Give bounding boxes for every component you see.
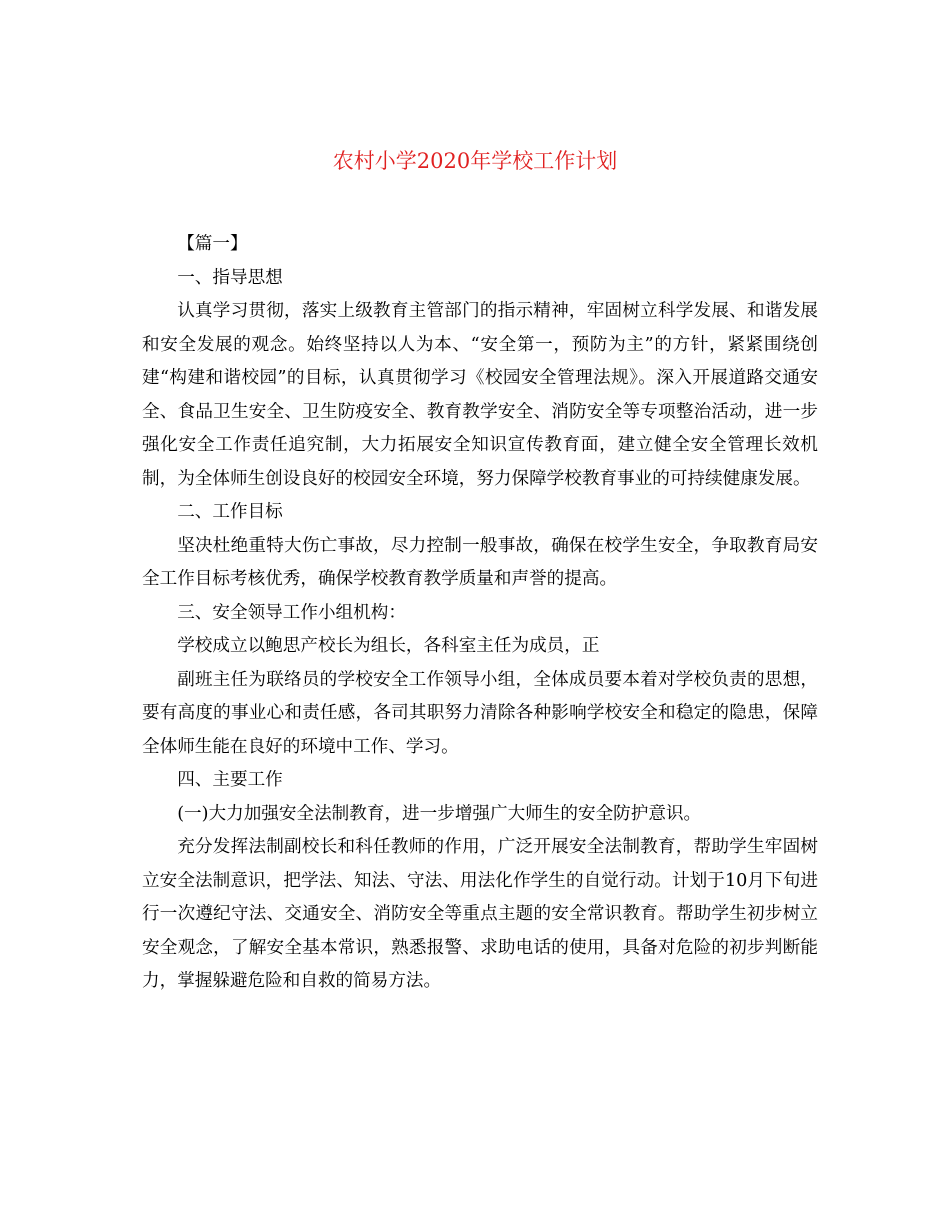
document-body [142,228,818,999]
heading-work-goals: 二、工作目标 [177,502,283,522]
heading-guiding-thought: 一、指导思想 [177,267,283,288]
heading-main-work: 四、主要工作 [177,770,283,790]
paragraph-leadership-group-1: 学校成立以鲍思产校长为组长，各科室主任为成员，正 [177,636,600,656]
paragraph-leadership-group-2: 副班主任为联络员的学校安全工作领导小组，全体成员要本着对学校负责的思想，要有高度的事业心和责任感，各司其职努力清除各种影响学校安全和稳定的隐患，保障全体师生能在良好的环境中工作、学习。 [142,669,818,757]
document-title: 农村小学2020年学校工作计划 [332,149,618,173]
subheading-safety-education: (一)大力加强安全法制教育，进一步增强广大师生的安全防护意识。 [177,803,702,824]
paragraph-safety-education: 充分发挥法制副校长和科任教师的作用，广泛开展安全法制教育，帮助学生牢固树立安全法制意识，把学法、知法、守法、用法化作学生的自觉行动。计划于10月下旬进行一次遵纪守法、交通安全、消防安全等重点主题的安全常识教育。帮助学生初步树立安全观念，了解安全基本常识，熟悉报警、求助电话的使用，具备对危险的初步判断能力，掌握躲避危险和自救的简易方法。 [142,837,818,991]
paragraph-work-goals: 坚决杜绝重特大伤亡事故，尽力控制一般事故，确保在校学生安全，争取教育局安全工作目标考核优秀，确保学校教育教学质量和声誉的提高。 [142,535,818,589]
heading-leadership-group: 三、安全领导工作小组机构： [177,602,406,623]
paragraph-guiding-thought: 认真学习贯彻，落实上级教育主管部门的指示精神，牢固树立科学发展、和谐发展和安全发展的观念。始终坚持以人为本、“安全第一，预防为主”的方针，紧紧围绕创建“构建和谐校园”的目标，认真贯彻学习《校园安全管理法规》。深入开展道路交通安全、食品卫生安全、卫生防疫安全、教育教学安全、消防安全等专项整治活动，进一步强化安全工作责任追究制，大力拓展安全知识宣传教育面，建立健全安全管理长效机制，为全体师生创设良好的校园安全环境，努力保障学校教育事业的可持续健康发展。 [142,301,818,489]
section-label: 【篇一】 [177,234,248,254]
